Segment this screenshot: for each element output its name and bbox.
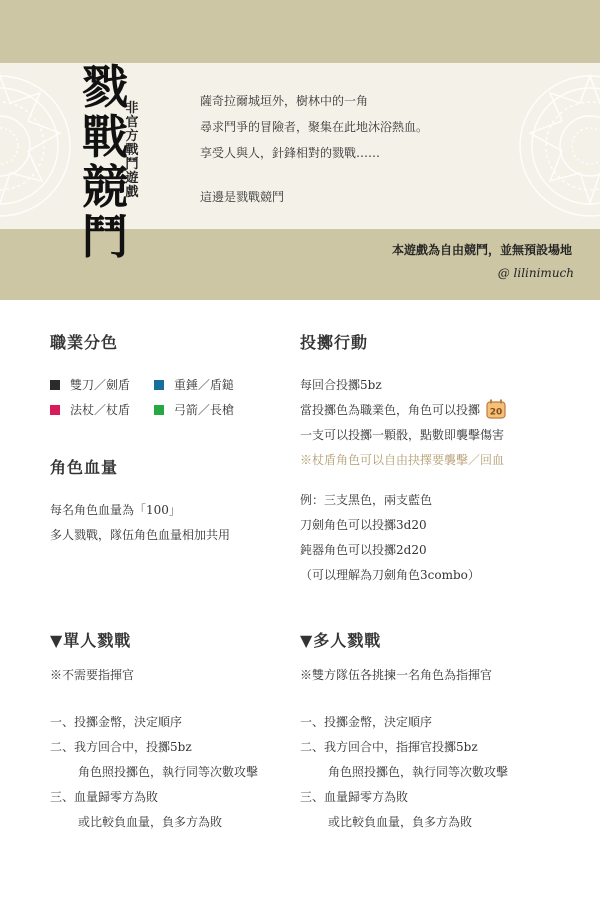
hp-section — [50, 455, 230, 548]
intro-closing: 這邊是戮戰競鬥 — [200, 190, 285, 204]
multi-heading: ▼多人戮戰 — [300, 631, 382, 650]
role-row — [50, 398, 254, 423]
intro-line: 尋求鬥爭的冒險者，聚集在此地沐浴熱血。 — [200, 120, 429, 134]
role-row — [50, 373, 254, 398]
role-label: 重錘／盾鎚 — [173, 378, 234, 392]
multi-step: 角色照投擲色，執行同等次數攻擊 — [328, 765, 509, 779]
black-swatch-icon — [50, 380, 60, 390]
game-title: 戮戰競鬥 — [82, 60, 128, 264]
multi-step: 或比較負血量，負多方為敗 — [328, 815, 473, 829]
hp-heading: 角色血量 — [50, 458, 119, 477]
intro-line: 薩奇拉爾城垣外，樹林中的一角 — [200, 94, 369, 108]
lace-ornament-right — [500, 63, 600, 229]
dice-line: 當投擲色為職業色，角色可以投擲 — [300, 403, 481, 417]
dice-line: 每回合投擲5bz — [300, 378, 382, 392]
role-label: 雙刀／劍盾 — [70, 378, 131, 392]
single-battle-section — [50, 628, 258, 835]
example-section — [300, 488, 480, 588]
dice-heading: 投擲行動 — [300, 333, 369, 352]
roles-heading: 職業分色 — [50, 333, 119, 352]
hp-line: 每名角色血量為「100」 — [50, 503, 181, 517]
multi-battle-section — [300, 628, 508, 835]
dice-section — [300, 330, 580, 473]
intro-text — [200, 92, 428, 214]
tagline: 本遊戲為自由競鬥，並無預設場地 — [391, 243, 572, 257]
blue-swatch-icon — [154, 380, 164, 390]
dice-line-with-icon — [300, 398, 580, 423]
single-step: 或比較負血量，負多方為敗 — [78, 815, 223, 829]
red-swatch-icon — [50, 405, 60, 415]
d20-label: 20 — [489, 407, 503, 418]
single-step: 二、我方回合中，投擲5bz — [50, 740, 192, 754]
green-swatch-icon — [154, 405, 164, 415]
intro-line: 享受人與人，針鋒相對的戮戰…… — [200, 146, 381, 160]
single-note: ※不需要指揮官 — [50, 668, 135, 682]
author-credit: @ lilinimuch — [497, 266, 574, 280]
role-label: 弓箭／長槍 — [173, 403, 234, 417]
example-line: 例：三支黑色，兩支藍色 — [300, 493, 433, 507]
multi-note: ※雙方隊伍各挑揀一名角色為指揮官 — [300, 668, 493, 682]
header-banner — [0, 0, 600, 300]
multi-step: 三、血量歸零方為敗 — [300, 790, 409, 804]
roles-section — [50, 330, 254, 423]
dice-note: ※杖盾角色可以自由抉擇要襲擊／回血 — [300, 453, 505, 467]
example-line: 鈍器角色可以投擲2d20 — [300, 543, 427, 557]
example-line: 刀劍角色可以投擲3d20 — [300, 518, 427, 532]
multi-step: 二、我方回合中，指揮官投擲5bz — [300, 740, 478, 754]
d20-icon — [486, 399, 506, 419]
single-step: 角色照投擲色，執行同等次數攻擊 — [78, 765, 259, 779]
game-subtitle: 非官方戰鬥遊戲 — [125, 101, 139, 200]
dice-line: 一支可以投擲一顆骰，點數即襲擊傷害 — [300, 428, 505, 442]
single-step: 一、投擲金幣，決定順序 — [50, 715, 183, 729]
single-heading: ▼單人戮戰 — [50, 631, 132, 650]
multi-step: 一、投擲金幣，決定順序 — [300, 715, 433, 729]
role-label: 法杖／杖盾 — [70, 403, 131, 417]
hp-line: 多人戮戰，隊伍角色血量相加共用 — [50, 528, 231, 542]
lace-ornament-left — [0, 63, 90, 229]
example-line: （可以理解為刀劍角色3combo） — [300, 568, 480, 582]
single-step: 三、血量歸零方為敗 — [50, 790, 159, 804]
